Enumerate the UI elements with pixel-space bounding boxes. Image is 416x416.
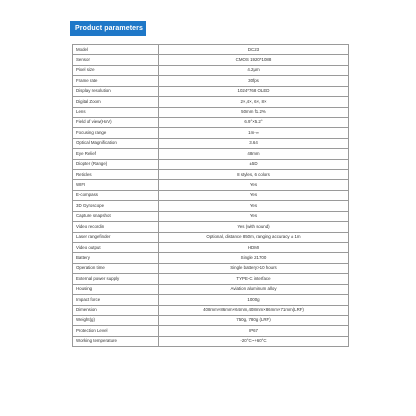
param-value: 3.64 xyxy=(159,138,349,148)
param-value: Yes xyxy=(159,201,349,211)
table-row xyxy=(73,284,349,294)
param-value: 48mm xyxy=(159,149,349,159)
param-label: Capture snapshot xyxy=(73,211,159,221)
table-row xyxy=(73,138,349,148)
param-label: Battery xyxy=(73,253,159,263)
param-label: Display resolution xyxy=(73,86,159,96)
table-row xyxy=(73,170,349,180)
param-value: 4.2μm xyxy=(159,65,349,75)
param-label: WIFI xyxy=(73,180,159,190)
table-row xyxy=(73,97,349,107)
table-row xyxy=(73,107,349,117)
table-body xyxy=(73,45,349,347)
param-label: Focusing range xyxy=(73,128,159,138)
table-row xyxy=(73,222,349,232)
section-header xyxy=(70,21,146,36)
param-label: 3D Gyroscope xyxy=(73,201,159,211)
table-row xyxy=(73,117,349,127)
param-label: Laser rangefinder xyxy=(73,232,159,242)
param-label: Model xyxy=(73,45,159,55)
param-value: 750g, 780g (LRF) xyxy=(159,315,349,325)
table-row xyxy=(73,86,349,96)
param-label: Working temperature xyxy=(73,336,159,346)
table-row xyxy=(73,326,349,336)
param-value: Single battery>10 hours xyxy=(159,263,349,273)
param-label: Digital Zoom xyxy=(73,97,159,107)
param-label: Sensor xyxy=(73,55,159,65)
param-value: Yes xyxy=(159,211,349,221)
table-row xyxy=(73,274,349,284)
table-row xyxy=(73,211,349,221)
param-label: E-compass xyxy=(73,190,159,200)
table-row xyxy=(73,76,349,86)
param-label: Video recordin xyxy=(73,222,159,232)
param-value: 8 styles, 6 colors xyxy=(159,170,349,180)
param-value: 1m-∞ xyxy=(159,128,349,138)
table-row xyxy=(73,263,349,273)
param-value: DC23 xyxy=(159,45,349,55)
param-label: Pixel size xyxy=(73,65,159,75)
table-row xyxy=(73,128,349,138)
param-label: Field of view(HxV) xyxy=(73,117,159,127)
table-row xyxy=(73,253,349,263)
param-label: Video output xyxy=(73,243,159,253)
param-label: Optical Magnification xyxy=(73,138,159,148)
param-value: 50mm f1.2% xyxy=(159,107,349,117)
param-label: Eye Relief xyxy=(73,149,159,159)
param-label: Protection Level xyxy=(73,326,159,336)
param-value: Yes xyxy=(159,190,349,200)
table-row xyxy=(73,65,349,75)
param-label: Frame rate xyxy=(73,76,159,86)
param-value: 6.9°×5.2° xyxy=(159,117,349,127)
param-value: 1024*768 OLED xyxy=(159,86,349,96)
product-parameters-table xyxy=(72,44,349,347)
param-value: Single 21700 xyxy=(159,253,349,263)
param-label: Housing xyxy=(73,284,159,294)
param-label: Impact force xyxy=(73,295,159,305)
param-label: Reticles xyxy=(73,170,159,180)
table-row xyxy=(73,180,349,190)
param-label: External power supply xyxy=(73,274,159,284)
param-value: ±5D xyxy=(159,159,349,169)
param-label: Lens xyxy=(73,107,159,117)
table-row xyxy=(73,159,349,169)
param-value: 408mm×86mm×64mm,408mm×86mm×71mm(LRF) xyxy=(159,305,349,315)
param-value: Optional, distance 850m, ranging accuracy ± 1m xyxy=(159,232,349,242)
param-value: 2×,4×, 6×, 8× xyxy=(159,97,349,107)
param-value: Yes (with sound) xyxy=(159,222,349,232)
param-label: Dimension xyxy=(73,305,159,315)
table-row xyxy=(73,336,349,346)
param-value: IP67 xyxy=(159,326,349,336)
param-label: Operation time xyxy=(73,263,159,273)
section-title: Product parameters xyxy=(75,25,143,32)
table-row xyxy=(73,243,349,253)
param-value: TYPE-C interface xyxy=(159,274,349,284)
param-value: 1000g xyxy=(159,295,349,305)
table-row xyxy=(73,190,349,200)
param-value: Yes xyxy=(159,180,349,190)
table-row xyxy=(73,305,349,315)
param-value: CMOS 1920*1088 xyxy=(159,55,349,65)
param-label: Diopter (Range) xyxy=(73,159,159,169)
table-row xyxy=(73,232,349,242)
table-row xyxy=(73,295,349,305)
param-label: Weight(g) xyxy=(73,315,159,325)
param-value: Aviation aluminum alloy xyxy=(159,284,349,294)
table-row xyxy=(73,45,349,55)
table-row xyxy=(73,201,349,211)
param-value: 30fps xyxy=(159,76,349,86)
table-row xyxy=(73,149,349,159)
table-row xyxy=(73,55,349,65)
param-value: HDMI xyxy=(159,243,349,253)
table-row xyxy=(73,315,349,325)
param-value: -20°C~+60°C xyxy=(159,336,349,346)
